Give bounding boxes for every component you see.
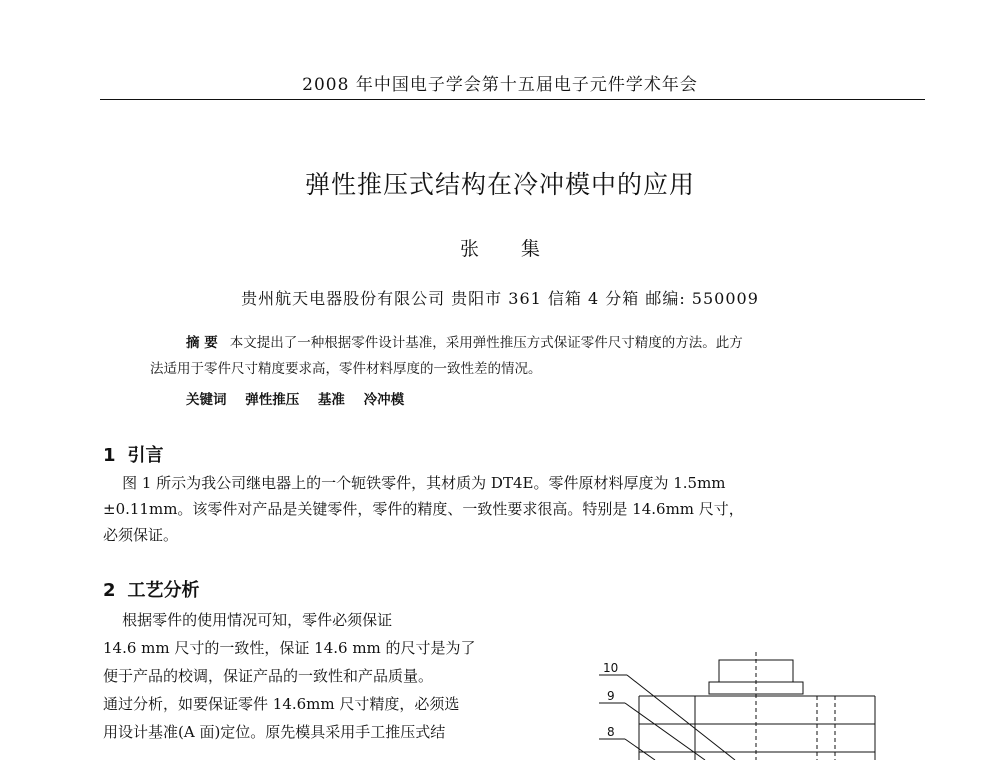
section-title-1: 引言 [127, 445, 164, 466]
abstract-text-1: 本文提出了一种根据零件设计基准，采用弹性推压方式保证零件尺寸精度的方法。此方 [229, 335, 743, 351]
paragraph-line: 根据零件的使用情况可知，零件必须保证 [103, 611, 393, 629]
section-body-1 [103, 470, 925, 548]
paragraph-line: ±0.11mm。该零件对产品是关键零件，零件的精度、一致性要求很高。特别是 14.6mm 尺寸， [103, 500, 744, 518]
mold-drawing [599, 660, 875, 760]
paragraph-line: 14.6 mm 尺寸的一致性，保证 14.6 mm 的尺寸是为了 [103, 639, 476, 657]
section-heading-1 [103, 441, 164, 467]
keywords-label: 关键词 [186, 392, 227, 408]
keyword-2: 基准 [317, 392, 345, 408]
mold-diagram-figure [585, 648, 905, 760]
paragraph-line: 用设计基准(A 面)定位。原先模具采用手工推压式结 [103, 723, 446, 741]
header-rule [100, 99, 925, 100]
paragraph-line: 必须保证。 [103, 526, 179, 544]
abstract-line-1 [150, 330, 925, 356]
keywords [186, 388, 418, 408]
paper-title: 弹性推压式结构在冷冲模中的应用 [304, 170, 695, 199]
keyword-1: 弹性推压 [245, 392, 300, 408]
figure-label-10: 10 [603, 661, 619, 675]
hidden-lines [756, 652, 835, 760]
section-title-2: 工艺分析 [127, 580, 200, 601]
affiliation: 贵州航天电器股份有限公司 贵阳市 361 信箱 4 分箱 邮编: 550009 [241, 289, 759, 308]
keyword-3: 冷冲模 [363, 392, 405, 408]
author: 张 集 [459, 238, 559, 260]
paragraph-line: 便于产品的校调，保证产品的一致性和产品质量。 [103, 667, 434, 685]
abstract-label: 摘 要 [186, 335, 218, 351]
section-number-2: 2 [103, 580, 116, 601]
figure-label-9: 9 [607, 689, 615, 703]
section-heading-2 [103, 576, 200, 602]
abstract [150, 330, 925, 382]
abstract-line-2: 法适用于零件尺寸精度要求高，零件材料厚度的一致性差的情况。 [150, 361, 542, 377]
section-body-2 [103, 606, 555, 746]
paragraph-line: 通过分析，如要保证零件 14.6mm 尺寸精度，必须选 [103, 695, 460, 713]
conference-header: 2008 年中国电子学会第十五届电子元件学术年会 [302, 75, 698, 95]
paragraph-line: 图 1 所示为我公司继电器上的一个轭铁零件，其材质为 DT4E。零件原材料厚度为 1.5mm [103, 474, 726, 492]
figure-label-8: 8 [607, 725, 615, 739]
section-number-1: 1 [103, 445, 116, 466]
